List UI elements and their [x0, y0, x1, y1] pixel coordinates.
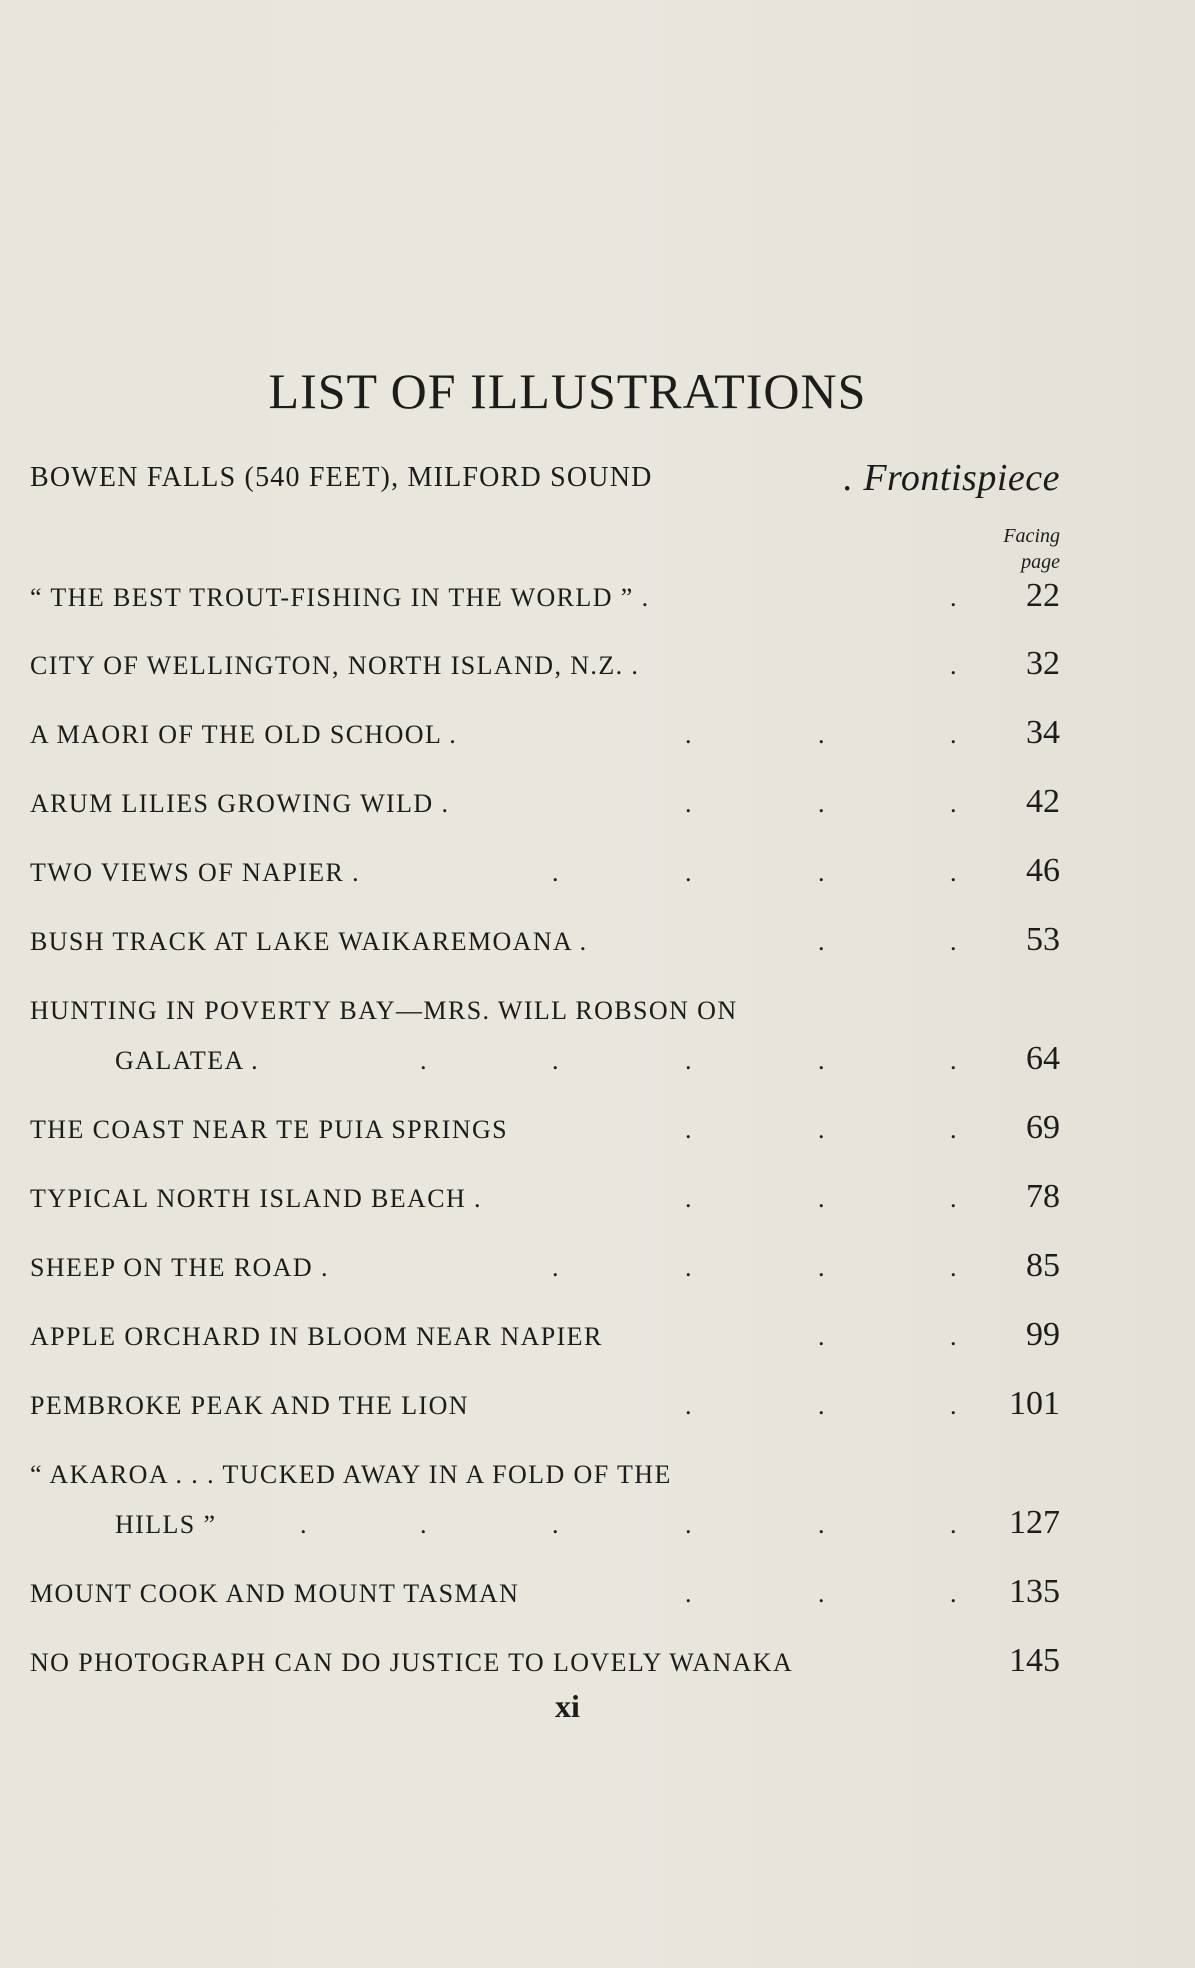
frontispiece-entry [30, 457, 1060, 499]
page-label-word: page [1021, 551, 1060, 573]
illustration-entry: BUSH TRACK AT LAKE WAIKAREMOANA . . . 53 [30, 921, 1060, 958]
entry-caption: TWO VIEWS OF NAPIER . [30, 858, 361, 887]
illustration-entry: APPLE ORCHARD IN BLOOM NEAR NAPIER . . 99 [30, 1316, 1060, 1353]
entry-page-number: 34 [1026, 714, 1060, 751]
facing-label-word: Facing [1003, 525, 1060, 547]
entry-caption: A MAORI OF THE OLD SCHOOL . [30, 720, 458, 749]
entry-page-number: 99 [1026, 1316, 1060, 1353]
illustration-entry: THE COAST NEAR TE PUIA SPRINGS . . . 69 [30, 1109, 1060, 1146]
entry-page-number: 78 [1026, 1178, 1060, 1215]
entry-page-number: 145 [1009, 1642, 1060, 1679]
entry-page-number: 127 [1009, 1504, 1060, 1541]
entry-page-number: 42 [1026, 783, 1060, 820]
illustration-entry: “ THE BEST TROUT-FISHING IN THE WORLD ” . . 22 [30, 577, 1060, 614]
entry-page-number: 32 [1026, 645, 1060, 682]
entry-page-number: 135 [1009, 1573, 1060, 1610]
entry-caption: THE COAST NEAR TE PUIA SPRINGS [30, 1115, 509, 1144]
entry-caption: APPLE ORCHARD IN BLOOM NEAR NAPIER [30, 1322, 603, 1351]
entry-caption: NO PHOTOGRAPH CAN DO JUSTICE TO LOVELY WANAKA [30, 1648, 794, 1677]
entry-caption: SHEEP ON THE ROAD . [30, 1253, 329, 1282]
entry-page-number: 22 [1026, 577, 1060, 614]
entry-page-number: 46 [1026, 852, 1060, 889]
illustration-entry [30, 1642, 1060, 1682]
entry-caption-continued: HILLS ” [115, 1510, 217, 1539]
entry-caption: BUSH TRACK AT LAKE WAIKAREMOANA . [30, 927, 588, 956]
illustration-entry: SHEEP ON THE ROAD . . . . . 85 [30, 1247, 1060, 1284]
frontispiece-label: . Frontispiece [843, 457, 1060, 499]
entry-caption-continued: GALATEA . [115, 1046, 260, 1075]
entry-caption: CITY OF WELLINGTON, NORTH ISLAND, N.Z. . [30, 651, 640, 680]
entry-caption: PEMBROKE PEAK AND THE LION [30, 1391, 469, 1420]
illustration-entry: PEMBROKE PEAK AND THE LION . . . 101 [30, 1385, 1060, 1422]
page-folio: xi [555, 1688, 580, 1724]
entry-caption: TYPICAL NORTH ISLAND BEACH . [30, 1184, 482, 1213]
entry-caption: “ AKAROA . . . TUCKED AWAY IN A FOLD OF THE [30, 1460, 672, 1489]
facing-page-header [955, 523, 1060, 575]
frontispiece-caption: BOWEN FALLS (540 FEET), MILFORD SOUND [30, 462, 653, 493]
illustration-entry: TYPICAL NORTH ISLAND BEACH . . . . 78 [30, 1178, 1060, 1215]
illustration-entry: TWO VIEWS OF NAPIER . . . . . 46 [30, 852, 1060, 889]
illustration-entry: MOUNT COOK AND MOUNT TASMAN . . . 135 [30, 1573, 1060, 1610]
entry-page-number: 69 [1026, 1109, 1060, 1146]
illustration-entry: “ AKAROA . . . TUCKED AWAY IN A FOLD OF THE HILLS ” . . . . . . 127 [30, 1460, 1060, 1541]
entry-caption: HUNTING IN POVERTY BAY—MRS. WILL ROBSON ON [30, 996, 738, 1025]
entry-caption: MOUNT COOK AND MOUNT TASMAN [30, 1579, 520, 1608]
entry-page-number: 101 [1009, 1385, 1060, 1422]
entry-page-number: 53 [1026, 921, 1060, 958]
entry-page-number: 85 [1026, 1247, 1060, 1284]
illustration-entry: A MAORI OF THE OLD SCHOOL . . . . 34 [30, 714, 1060, 751]
page-title: LIST OF ILLUSTRATIONS [268, 363, 867, 419]
entry-caption: ARUM LILIES GROWING WILD . [30, 789, 450, 818]
entry-page-number: 64 [1026, 1040, 1060, 1077]
illustration-entry: CITY OF WELLINGTON, NORTH ISLAND, N.Z. . . 32 [30, 645, 1060, 682]
illustration-entry: HUNTING IN POVERTY BAY—MRS. WILL ROBSON ON GALATEA . . . . . . 64 [30, 996, 1060, 1077]
entry-caption: “ THE BEST TROUT-FISHING IN THE WORLD ” . [30, 583, 650, 612]
illustration-entry: ARUM LILIES GROWING WILD . . . . 42 [30, 783, 1060, 820]
